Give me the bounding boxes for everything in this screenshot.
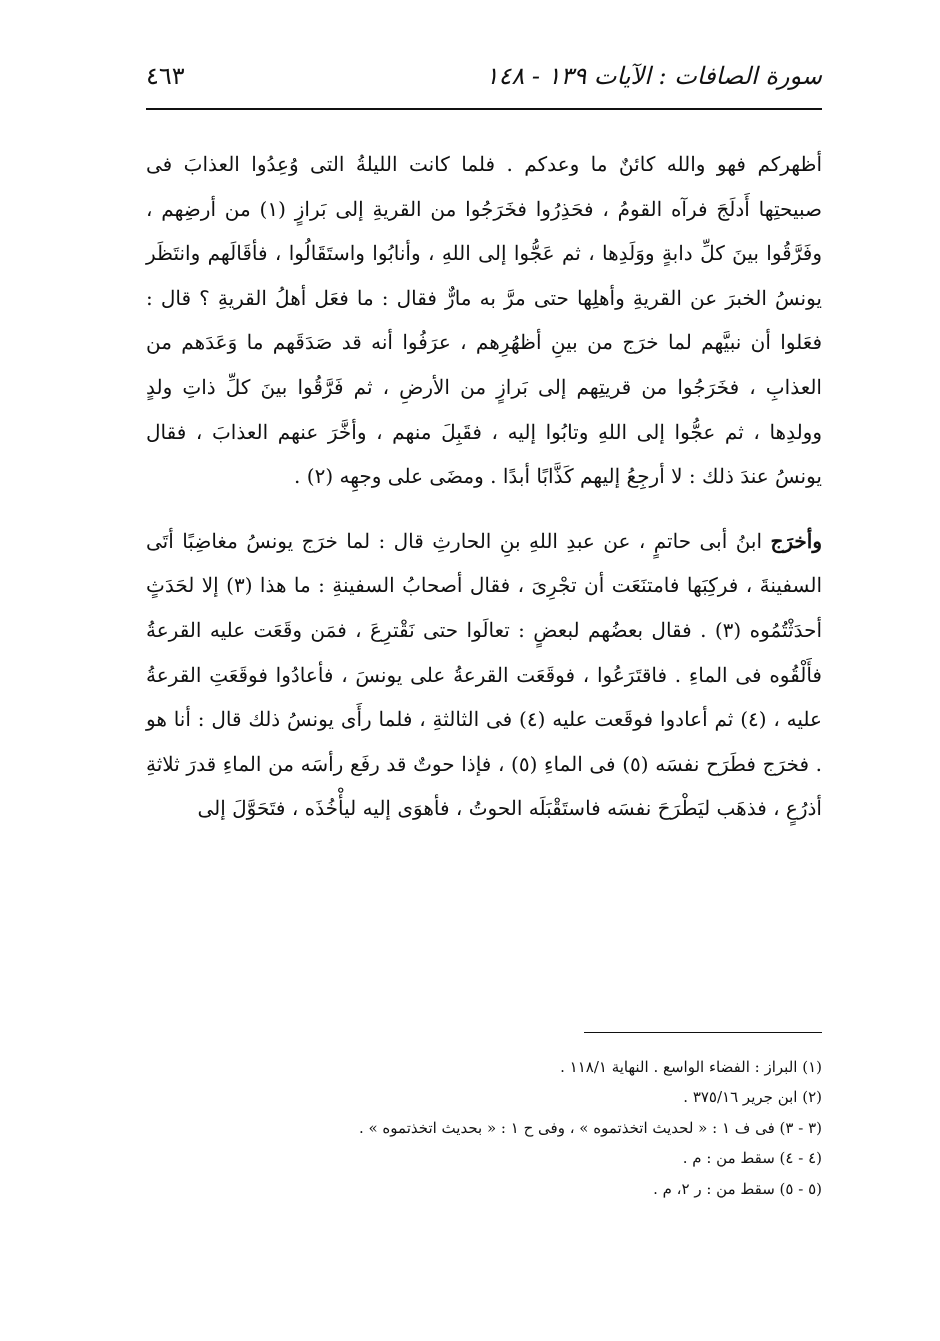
paragraph-1: أظهركم فهو والله كائنٌ ما وعدكم . فلما كانت الليلةُ التى وُعِدُوا العذابَ فى صبيحتِها أَدلَجَ فرآه القومُ ، فحَذِرُوا فخَرَجُوا من القريةِ إلى بَرازٍ (١) من أرضِهم ، وفَرَّقُوا بينَ كلِّ دابةٍ ووَلَدِها ، ثم عَجُّوا إلى اللهِ ، وأنابُوا واستَقَالُوا ، فأقَالَهم وانتَظَر يونسُ الخبرَ عن القريةِ وأهلِها حتى مرَّ به مارٌّ فقال : ما فعَل أهلُ القريةِ ؟ قال : فعَلوا أن نبيَّهم لما خرَج من بينِ أظهُرِهم ، عرَفُوا أنه قد صَدَقَهم ما وَعَدَهم من العذابِ ، فخَرَجُوا من قريتِهم إلى بَرازٍ من الأرضِ ، ثم فَرَّقُوا بينَ كلِّ ذاتِ ولدٍ وولدِها ، ثم عجُّوا إلى اللهِ وتابُوا إليه ، فقَبِلَ منهم ، وأخَّرَ عنهم العذابَ ، فقال يونسُ عندَ ذلك : لا أرجِعُ إليهم كَذَّابًا أبدًا . ومضَى على وجهِه (٢) . <box>146 152 822 489</box>
header-divider <box>146 108 822 110</box>
footnote-2: (٢) ابن جرير ٣٧٥/١٦ . <box>683 1088 822 1107</box>
paragraph-2-text: ابنُ أبى حاتمٍ ، عن عبدِ اللهِ بنِ الحارثِ قال : لما خرَج يونسُ مغاضِبًا أتَى السفينةَ ، فركِبَها فامتنَعَت أن تجْرِىَ ، فقال أصحابُ السفينةِ : ما هذا (٣) إلا لحَدَثٍ أحدَثْتُمُوه (٣) . فقال بعضُهم لبعضٍ : تعالَوا حتى نَقْترِعَ ، فمَن وقَعَت عليه القرعةُ فأَلْقُوه فى الماءِ . فاقتَرَعُوا ، فوقَعَت القرعةُ على يونسَ ، فأعادُوا فوقَعَتِ القرعةُ عليه ، (٤) ثم أعادوا فوقَعت عليه (٤) فى الثالثةِ ، فلما رأَى يونسُ ذلك قال : أنا هو . فخرَج فطَرَح نفسَه (٥) فى الماءِ (٥) ، فإذا حوتٌ قد رفَع رأسَه من الماءِ قدرَ ثلاثةِ أذرُعٍ ، فذهَب ليَطْرَحَ نفسَه فاستَقْبَلَه الحوتُ ، فأهوَى إليه ليأْخُذَه ، فتَحَوَّلَ إلى <box>146 528 823 821</box>
footnote-3: (٣ - ٣) فى ف ١ : « لحديث اتخذتموه » ، وفى ح ١ : « بحديث اتخذتموه » . <box>358 1118 822 1137</box>
footnote-4: (٤ - ٤) سقط من : م . <box>682 1149 822 1168</box>
paragraph-lead-word: وأخرَج <box>770 528 822 553</box>
footnote-1: (١) البراز : الفضاء الواسع . النهاية ١١٨/١ . <box>560 1058 822 1076</box>
running-title: سورة الصافات : الآيات ١٣٩ - ١٤٨ <box>485 62 822 90</box>
page-number: ٤٦٣ <box>146 62 185 90</box>
paragraph-2 <box>146 519 822 831</box>
footnotes <box>146 1052 822 1204</box>
page-header <box>146 62 822 98</box>
footnote-5: (٥ - ٥) سقط من : ر ٢، م . <box>653 1179 822 1198</box>
footnote-divider <box>584 1032 822 1033</box>
main-text <box>146 142 822 831</box>
